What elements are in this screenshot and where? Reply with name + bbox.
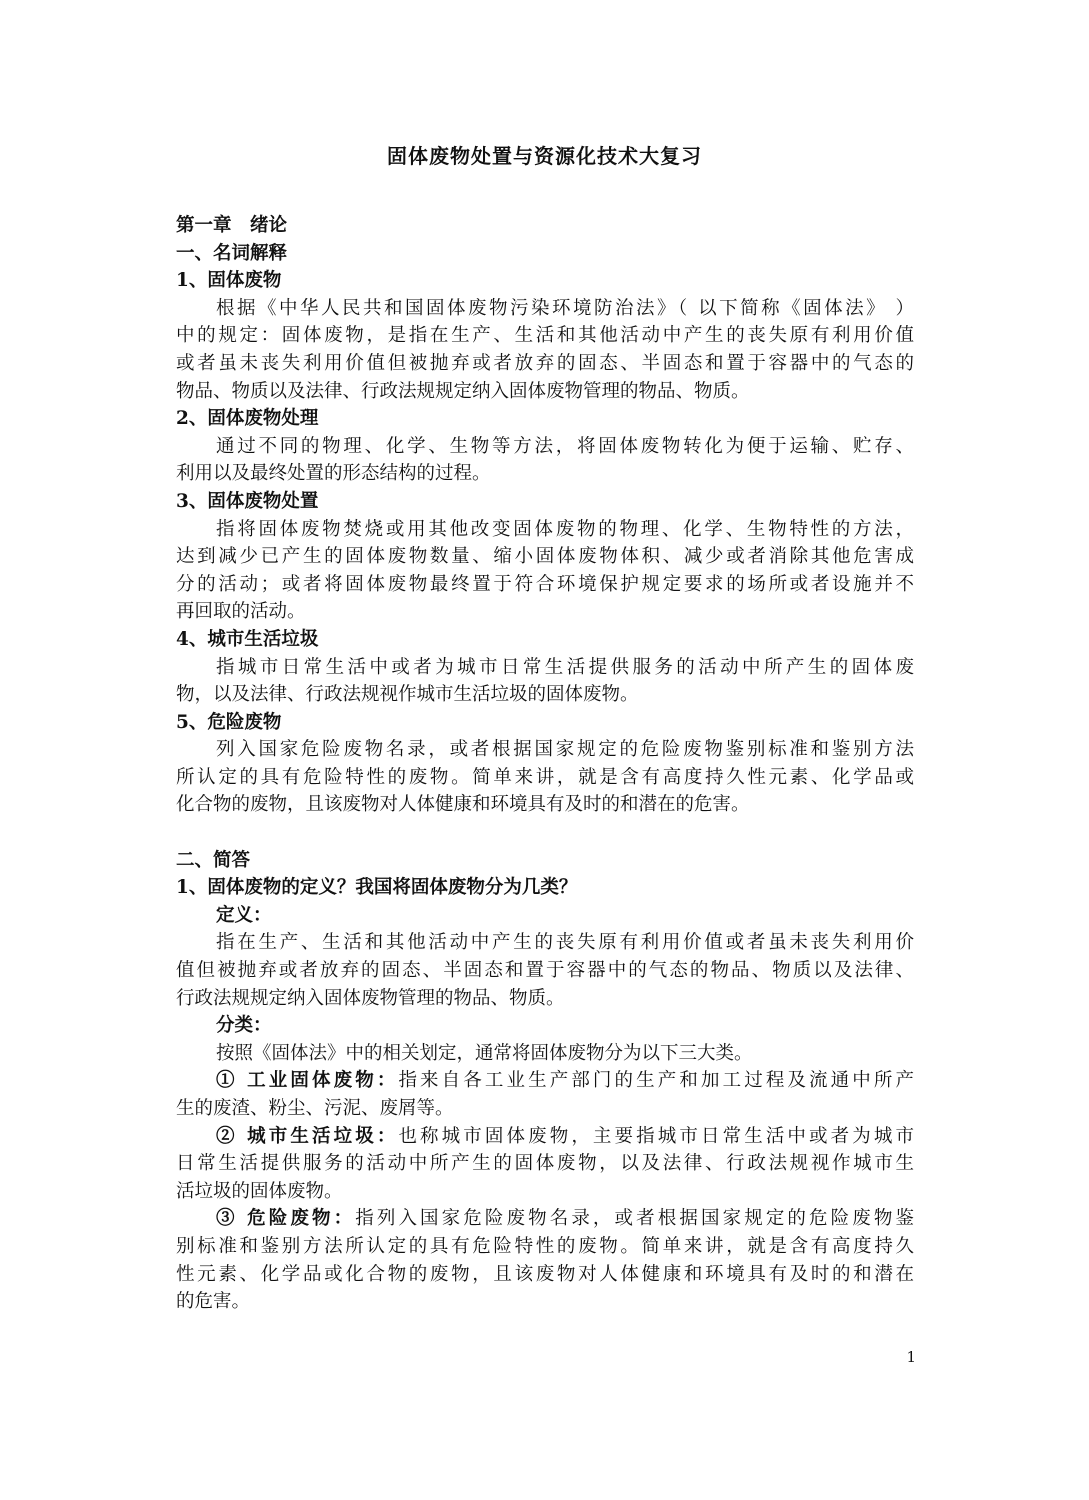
paragraph-line: 行政法规规定纳入固体废物管理的物品、物质。 (176, 987, 565, 1009)
category-text: 也称城市固体废物，主要指城市日常生活中或者为城市 (398, 1125, 914, 1147)
paragraph-line: 达到减少已产生的固体废物数量、缩小固体废物体积、减少或者消除其他危害成 (176, 546, 914, 568)
paragraph-line: 分的活动；或者将固体废物最终置于符合环境保护规定要求的场所或者设施并不 (176, 573, 914, 595)
page-number: 1 (906, 1348, 916, 1366)
chapter-heading: 第一章 绪论 (176, 215, 288, 236)
term-heading: 3、固体废物处置 (176, 490, 319, 512)
paragraph-line: 或者虽未丧失利用价值但被抛弃或者放弃的固态、半固态和置于容器中的气态的 (176, 352, 914, 374)
paragraph-line: 通过不同的物理、化学、生物等方法，将固体废物转化为便于运输、贮存、 (216, 435, 914, 457)
section-heading-short-answer: 二、简答 (176, 849, 251, 871)
paragraph-line: 日常生活提供服务的活动中所产生的固体废物，以及法律、行政法规视作城市生 (176, 1153, 914, 1175)
blank-line (176, 819, 914, 847)
category-text: 指列入国家危险废物名录，或者根据国家规定的危险废物鉴 (355, 1208, 914, 1230)
classification-label: 分类： (216, 1015, 272, 1037)
category-line (176, 1205, 914, 1233)
category-line (176, 1067, 914, 1095)
term-heading: 1、固体废物 (176, 270, 282, 292)
paragraph-line: 活垃圾的固体废物。 (176, 1180, 343, 1202)
paragraph-line: 指在生产、生活和其他活动中产生的丧失原有利用价值或者虽未丧失利用价 (216, 932, 914, 954)
paragraph-line: 列入国家危险废物名录，或者根据国家规定的危险废物鉴别标准和鉴别方法 (216, 739, 914, 761)
document-title: 固体废物处置与资源化技术大复习 (387, 144, 702, 168)
paragraph-line: 根据《中华人民共和国固体废物污染环境防治法》（ 以下简称《固体法》 ） (216, 297, 914, 319)
category-line (176, 1123, 914, 1151)
paragraph-line: 物品、物质以及法律、行政法规规定纳入固体废物管理的物品、物质。 (176, 380, 750, 402)
category-label: ① 工业固体废物： (216, 1070, 399, 1092)
paragraph-line: 生的废渣、粉尘、污泥、废屑等。 (176, 1098, 454, 1119)
paragraph-line: 指将固体废物焚烧或用其他改变固体废物的物理、化学、生物特性的方法， (216, 518, 914, 540)
paragraph-line: 化合物的废物，且该废物对人体健康和环境具有及时的和潜在的危害。 (176, 794, 750, 816)
paragraph-line: 值但被抛弃或者放弃的固态、半固态和置于容器中的气态的物品、物质以及法律、 (176, 960, 914, 982)
paragraph-line: 物，以及法律、行政法规视作城市生活垃圾的固体废物。 (176, 684, 639, 706)
definition-label: 定义： (216, 904, 272, 926)
paragraph-line: 再回取的活动。 (176, 601, 306, 623)
paragraph-line: 按照《固体法》中的相关划定，通常将固体废物分为以下三大类。 (216, 1042, 753, 1064)
term-heading: 4、城市生活垃圾 (176, 628, 319, 650)
paragraph-line: 性元素、化学品或化合物的废物，且该废物对人体健康和环境具有及时的和潜在 (176, 1263, 914, 1285)
category-label: ③ 危险废物： (216, 1208, 356, 1230)
category-label: ② 城市生活垃圾： (216, 1125, 399, 1147)
paragraph-line: 指城市日常生活中或者为城市日常生活提供服务的活动中所产生的固体废 (216, 656, 914, 678)
term-heading: 2、固体废物处理 (176, 408, 319, 430)
question-heading: 1、固体废物的定义？我国将固体废物分为几类？ (176, 877, 578, 899)
paragraph-line: 利用以及最终处置的形态结构的过程。 (176, 463, 491, 485)
category-text: 指来自各工业生产部门的生产和加工过程及流通中所产 (398, 1070, 914, 1092)
paragraph-line: 中的规定：固体废物，是指在生产、生活和其他活动中产生的丧失原有利用价值 (176, 325, 914, 347)
paragraph-line: 的危害。 (176, 1291, 251, 1313)
paragraph-line: 所认定的具有危险特性的废物。简单来讲，就是含有高度持久性元素、化学品或 (176, 766, 914, 788)
document-body (176, 212, 914, 1316)
paragraph-line: 别标准和鉴别方法所认定的具有危险特性的废物。简单来讲，就是含有高度持久 (176, 1235, 914, 1257)
section-heading-terms: 一、名词解释 (176, 242, 288, 264)
term-heading: 5、危险废物 (176, 711, 282, 733)
